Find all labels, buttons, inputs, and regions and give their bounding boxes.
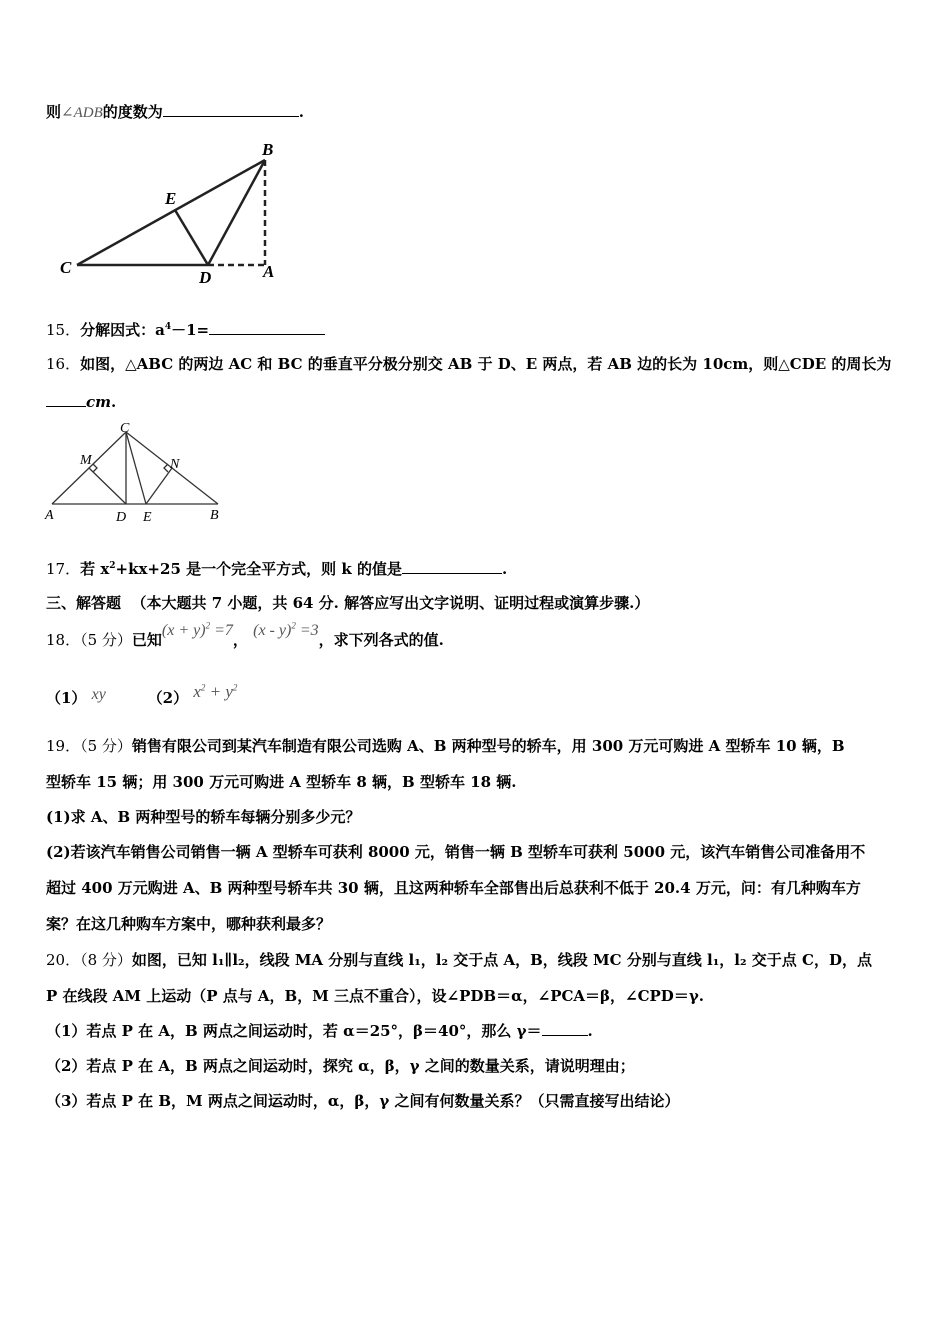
q17-line: 17．若 $x^2+kx+25$ 是一个完全平方式，则 k 的值是 . — [46, 560, 508, 578]
q19-part-2-line-1: (2)若该汽车销售公司销售一辆 A 型轿车可获利 8000 元，销售一辆 B 型轿车可获利 5000 元，该汽车销售公司准备用不 — [46, 843, 866, 861]
label-n: N — [170, 457, 180, 472]
answer-blank[interactable] — [209, 320, 325, 335]
label-m: M — [80, 453, 92, 468]
label-a: A — [45, 508, 54, 523]
triangle-figure-1 — [55, 138, 315, 288]
section-3-heading: 三、解答题 （本大题共 7 小题，共 64 分. 解答应写出文字说明、证明过程或演算步骤.） — [46, 594, 650, 612]
label-e: E — [143, 510, 152, 525]
label-c: C — [120, 421, 130, 436]
q16-line-1: 16．如图，△ABC 的两边 AC 和 BC 的垂直平分极分别交 AB 于 D、E 两点，若 AB 边的长为 10cm，则△CDE 的周长为 — [46, 355, 892, 373]
q20-line-2: P 在线段 AM 上运动（P 点与 A，B，M 三点不重合），设∠PDB＝α，∠PCA＝β，∠CPD＝γ. — [46, 987, 704, 1005]
label-b: B — [262, 140, 274, 159]
q19-part-1: (1)求 A、B 两种型号的轿车每辆分别多少元？ — [46, 808, 361, 826]
q19-line-1: 19．（5 分）销售有限公司到某汽车制造有限公司选购 A、B 两种型号的轿车，用 300 万元可购进 A 型轿车 10 辆，B — [46, 737, 845, 755]
part2-expression: $x^2 + y^2$ — [193, 682, 238, 701]
q15-line: 15．分解因式：$a^4-1=$ — [46, 320, 325, 340]
q19-part-2-line-3: 案？在这几种购车方案中，哪种获利最多？ — [46, 915, 332, 933]
q18-parts: （1） xy （2） $x^2 + y^2$ — [46, 682, 238, 707]
q18-line: 18．（5 分）已知$(x + y)^2 =7$， (x - y)$^2$ =3，求下列各式的值. — [46, 620, 444, 649]
label-d: D — [199, 268, 212, 287]
answer-blank[interactable] — [46, 392, 86, 407]
equation-1: $(x + y)^2 =7$ — [161, 620, 233, 639]
q19-line-2: 型轿车 15 辆；用 300 万元可购进 A 型轿车 8 辆，B 型轿车 18 辆. — [46, 773, 517, 791]
q20-part-3: （3）若点 P 在 B，M 两点之间运动时，α，β，γ 之间有何数量关系？（只需直接写出结论） — [46, 1092, 680, 1110]
label-d: D — [116, 510, 127, 525]
q20-part-1: （1）若点 P 在 A，B 两点之间运动时，若 α＝25°，β＝40°，那么 γ＝ . — [46, 1022, 593, 1040]
answer-blank[interactable] — [402, 559, 502, 574]
label-a: A — [263, 262, 275, 281]
angle-adb: ∠ADB — [61, 105, 103, 121]
answer-blank[interactable] — [542, 1021, 588, 1036]
answer-blank[interactable] — [163, 102, 299, 117]
label-c: C — [60, 258, 72, 277]
equation-2: (x - y)$^2$ =3 — [253, 620, 319, 639]
q14-line: 则∠ADB的度数为 . — [46, 103, 304, 121]
q16-line-2: cm. — [46, 392, 116, 412]
label-b: B — [210, 508, 219, 523]
label-e: E — [165, 189, 177, 208]
triangle-figure-2 — [42, 418, 242, 528]
q20-line-1: 20．（8 分）如图，已知 l₁∥l₂，线段 MA 分别与直线 l₁，l₂ 交于点 A，B，线段 MC 分别与直线 l₁，l₂ 交于点 C，D，点 — [46, 951, 872, 969]
q19-part-2-line-2: 超过 400 万元购进 A、B 两种型号轿车共 30 辆，且这两种轿车全部售出后总获利不低于 20.4 万元，问：有几种购车方 — [46, 879, 861, 897]
q20-part-2: （2）若点 P 在 A，B 两点之间运动时，探究 α，β，γ 之间的数量关系，请说明理由； — [46, 1057, 635, 1075]
